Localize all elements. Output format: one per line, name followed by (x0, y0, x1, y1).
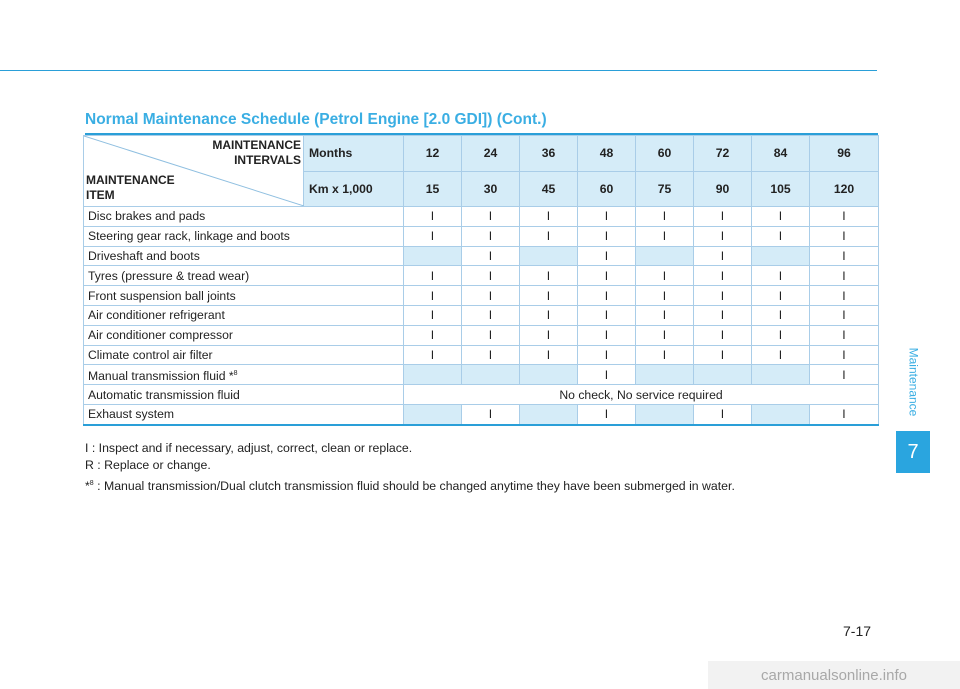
item-name: Air conditioner refrigerant (84, 305, 404, 325)
schedule-cell: I (810, 404, 879, 424)
schedule-cell (520, 404, 578, 424)
maintenance-schedule-table (83, 135, 879, 426)
schedule-cell: I (520, 226, 578, 246)
schedule-cell: I (462, 226, 520, 246)
table-row (84, 246, 879, 266)
schedule-cell: I (694, 345, 752, 365)
schedule-cell: I (578, 226, 636, 246)
schedule-cell: I (694, 266, 752, 286)
schedule-cell: I (636, 286, 694, 306)
months-value: 48 (578, 136, 636, 172)
schedule-cell: I (404, 305, 462, 325)
schedule-cell: I (752, 345, 810, 365)
schedule-cell: I (404, 286, 462, 306)
km-value: 75 (636, 171, 694, 207)
schedule-cell: I (694, 246, 752, 266)
schedule-cell: I (810, 286, 879, 306)
months-label: Months (304, 136, 404, 172)
item-name: Steering gear rack, linkage and boots (84, 226, 404, 246)
schedule-cell: I (694, 286, 752, 306)
schedule-cell: I (752, 286, 810, 306)
schedule-cell: I (810, 305, 879, 325)
schedule-cell: I (636, 207, 694, 227)
schedule-cell: I (636, 345, 694, 365)
schedule-cell: I (578, 345, 636, 365)
schedule-cell: I (694, 325, 752, 345)
item-name: Climate control air filter (84, 345, 404, 365)
months-value: 60 (636, 136, 694, 172)
schedule-cell: I (636, 266, 694, 286)
schedule-cell (752, 404, 810, 424)
table-row (84, 226, 879, 246)
months-value: 12 (404, 136, 462, 172)
schedule-cell: I (752, 305, 810, 325)
item-name: Driveshaft and boots (84, 246, 404, 266)
corner-intervals-label: MAINTENANCE INTERVALS (212, 138, 301, 167)
schedule-cell: I (636, 226, 694, 246)
schedule-cell: I (578, 207, 636, 227)
months-value: 24 (462, 136, 520, 172)
schedule-cell: I (520, 345, 578, 365)
schedule-cell: I (694, 207, 752, 227)
table-row (84, 286, 879, 306)
item-name: Air conditioner compressor (84, 325, 404, 345)
table-row (84, 325, 879, 345)
months-value: 96 (810, 136, 879, 172)
top-rule (0, 70, 877, 71)
table-row (84, 266, 879, 286)
schedule-cell: I (520, 207, 578, 227)
side-section-label: Maintenance (906, 347, 920, 417)
schedule-cell: I (752, 325, 810, 345)
span-note: No check, No service required (404, 385, 879, 405)
schedule-cell: I (810, 226, 879, 246)
schedule-cell: I (636, 325, 694, 345)
table-row (84, 345, 879, 365)
km-value: 45 (520, 171, 578, 207)
schedule-cell (462, 365, 520, 385)
schedule-cell: I (462, 325, 520, 345)
schedule-cell: I (462, 266, 520, 286)
item-name: Exhaust system (84, 404, 404, 424)
schedule-cell: I (694, 404, 752, 424)
schedule-cell: I (404, 325, 462, 345)
km-value: 120 (810, 171, 879, 207)
schedule-cell: I (810, 365, 879, 385)
schedule-cell: I (752, 266, 810, 286)
schedule-cell: I (520, 266, 578, 286)
item-name: Manual transmission fluid *$^8$ (84, 365, 404, 385)
table-row (84, 207, 879, 227)
schedule-cell: I (462, 345, 520, 365)
schedule-cell: I (810, 266, 879, 286)
km-value: 90 (694, 171, 752, 207)
note-inspect: I : Inspect and if necessary, adjust, correct, clean or replace. (85, 441, 413, 455)
schedule-cell (404, 246, 462, 266)
header-row-months (84, 136, 879, 172)
footnote-ref: 8 (233, 369, 238, 377)
schedule-cell: I (694, 226, 752, 246)
schedule-cell: I (752, 226, 810, 246)
km-label: Km x 1,000 (304, 171, 404, 207)
schedule-cell (404, 404, 462, 424)
schedule-cell: I (578, 365, 636, 385)
table-row (84, 305, 879, 325)
schedule-cell: I (636, 305, 694, 325)
table-row (84, 404, 879, 424)
schedule-cell: I (810, 325, 879, 345)
schedule-cell (520, 365, 578, 385)
km-value: 60 (578, 171, 636, 207)
table-row (84, 385, 879, 405)
schedule-cell: I (520, 286, 578, 306)
schedule-cell (636, 365, 694, 385)
page-title: Normal Maintenance Schedule (Petrol Engine [2.0 GDI]) (Cont.) (85, 111, 547, 128)
months-value: 36 (520, 136, 578, 172)
schedule-cell: I (578, 404, 636, 424)
schedule-cell: I (462, 246, 520, 266)
item-name: Front suspension ball joints (84, 286, 404, 306)
schedule-cell: I (578, 325, 636, 345)
schedule-cell: I (404, 345, 462, 365)
km-value: 15 (404, 171, 462, 207)
schedule-cell (636, 404, 694, 424)
schedule-cell (694, 365, 752, 385)
header-corner (84, 136, 304, 207)
page-number: 7-17 (843, 623, 872, 639)
schedule-cell (404, 365, 462, 385)
schedule-cell: I (462, 305, 520, 325)
schedule-cell: I (578, 305, 636, 325)
schedule-cell: I (578, 266, 636, 286)
months-value: 84 (752, 136, 810, 172)
schedule-cell: I (462, 207, 520, 227)
item-name: Tyres (pressure & tread wear) (84, 266, 404, 286)
table-row (84, 365, 879, 385)
schedule-cell: I (404, 207, 462, 227)
schedule-cell: I (810, 246, 879, 266)
schedule-cell: I (462, 286, 520, 306)
schedule-cell (752, 365, 810, 385)
schedule-cell: I (578, 246, 636, 266)
months-value: 72 (694, 136, 752, 172)
item-name: Disc brakes and pads (84, 207, 404, 227)
schedule-cell: I (810, 345, 879, 365)
schedule-cell: I (694, 305, 752, 325)
schedule-cell: I (462, 404, 520, 424)
schedule-cell (520, 246, 578, 266)
schedule-cell: I (404, 266, 462, 286)
km-value: 30 (462, 171, 520, 207)
item-name: Automatic transmission fluid (84, 385, 404, 405)
schedule-cell: I (520, 305, 578, 325)
chapter-tab: 7 (896, 431, 930, 473)
schedule-cell: I (752, 207, 810, 227)
schedule-cell (636, 246, 694, 266)
schedule-cell: I (578, 286, 636, 306)
legend-notes (85, 440, 735, 495)
km-value: 105 (752, 171, 810, 207)
note-footnote: *$^8$ : Manual transmission/Dual clutch transmission fluid should be changed anytime they have been submerged in water. (85, 478, 735, 493)
watermark: carmanualsonline.info (708, 661, 960, 689)
schedule-cell: I (810, 207, 879, 227)
corner-item-label: MAINTENANCE ITEM (86, 173, 175, 202)
note-replace: R : Replace or change. (85, 458, 211, 473)
schedule-cell (752, 246, 810, 266)
schedule-cell: I (520, 325, 578, 345)
schedule-cell: I (404, 226, 462, 246)
